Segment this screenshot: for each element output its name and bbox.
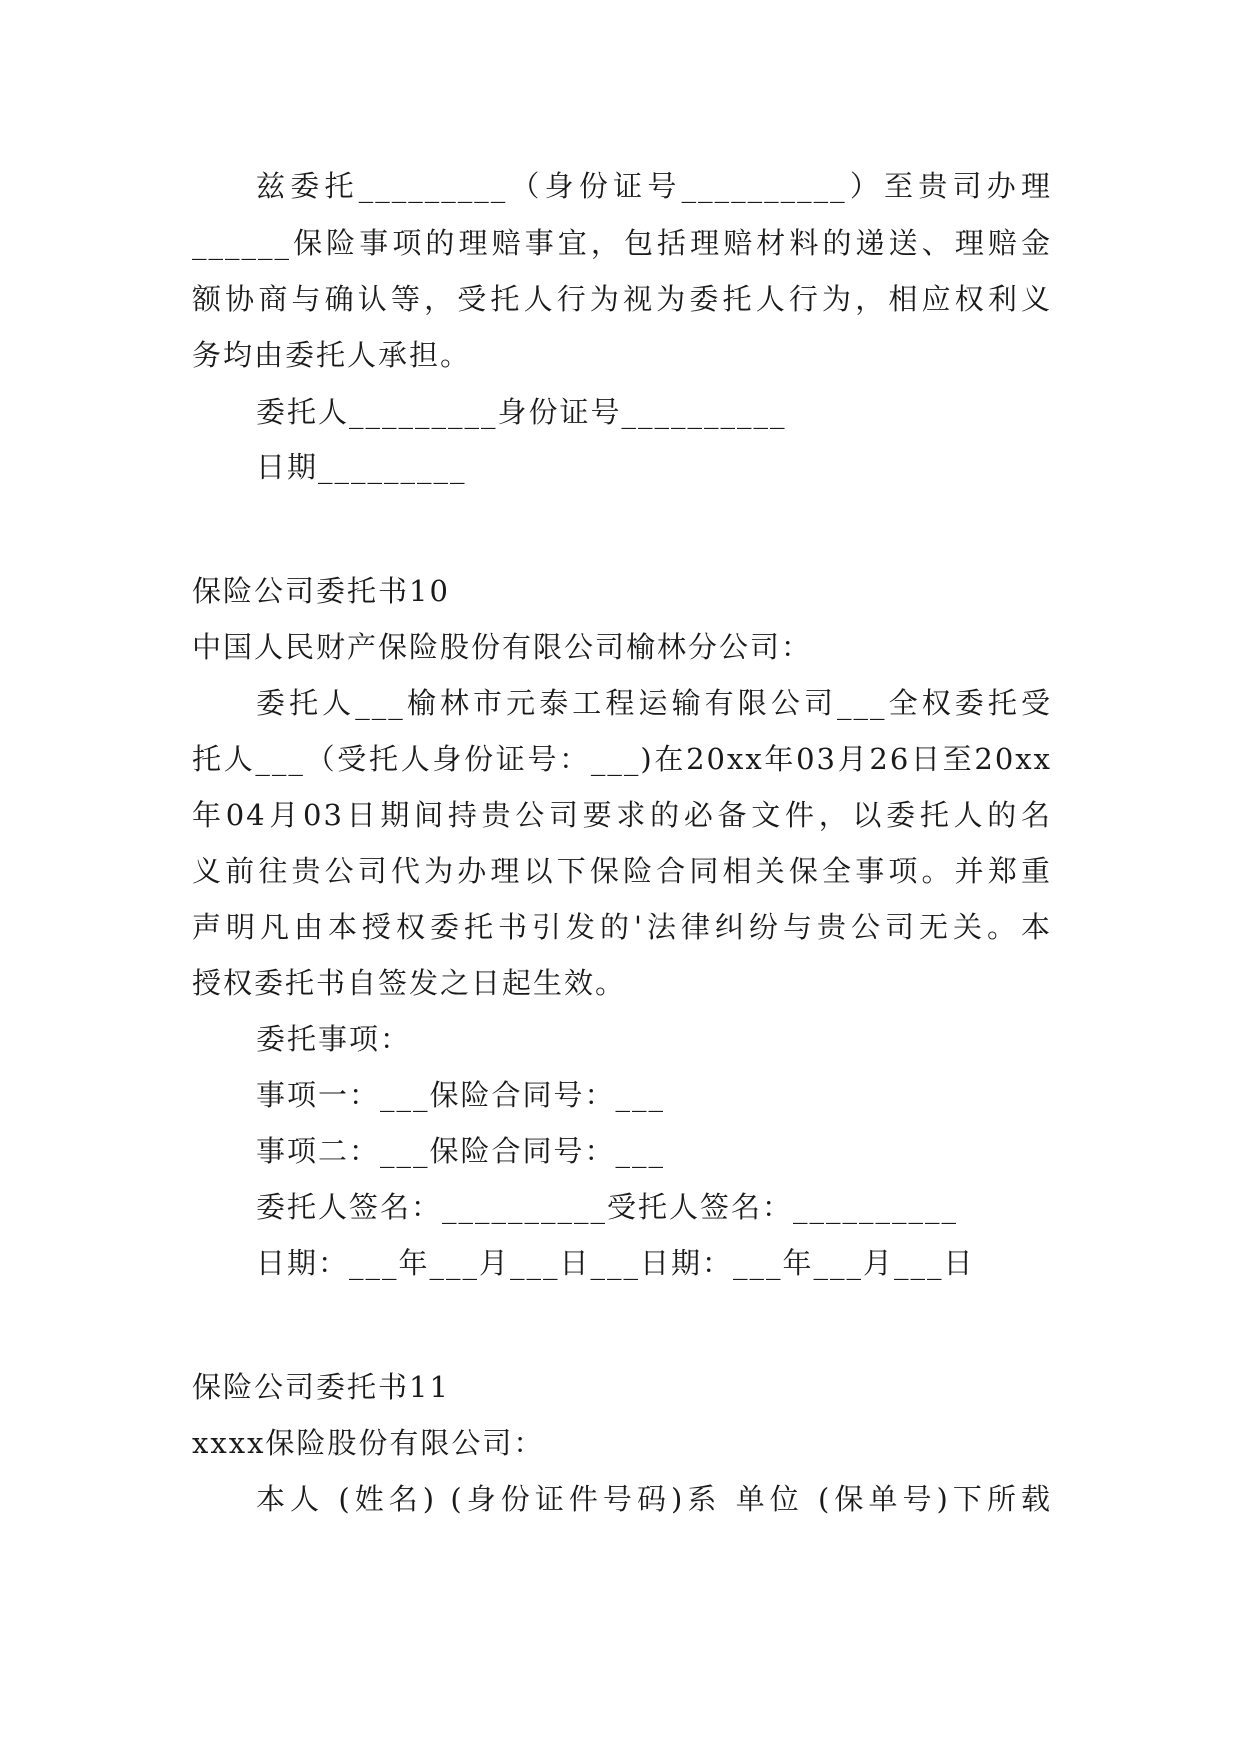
paragraph-line: 额协商与确认等，受托人行为视为委托人行为，相应权利义 (192, 282, 1052, 316)
paragraph-line: 授权委托书自签发之日起生效。 (192, 966, 627, 1000)
signer-line: 委托人_________身份证号__________ (256, 395, 787, 429)
paragraph-line: 托人___（受托人身份证号：___)在20xx年03月26日至20xx (192, 742, 1052, 776)
items-title: 委托事项： (256, 1022, 412, 1056)
item-line: 事项二：___保险合同号：___ (256, 1134, 666, 1168)
signatures-line: 委托人签名：__________受托人签名：__________ (256, 1190, 959, 1224)
paragraph-line: 年04月03日期间持贵公司要求的必备文件，以委托人的名 (192, 798, 1052, 832)
date-line: 日期_________ (256, 450, 467, 484)
section-heading: 保险公司委托书11 (192, 1370, 450, 1404)
paragraph-line: 兹委托_________（身份证号__________）至贵司办理 (256, 169, 1052, 203)
paragraph-line: 委托人___榆林市元泰工程运输有限公司___全权委托受 (256, 686, 1052, 720)
addressee-line: xxxx保险股份有限公司： (192, 1426, 545, 1460)
paragraph-line: 务均由委托人承担。 (192, 338, 472, 372)
dates-line: 日期：___年___月___日___日期：___年___月___日 (256, 1246, 975, 1280)
paragraph-line: 义前往贵公司代为办理以下保险合同相关保全事项。并郑重 (192, 854, 1052, 888)
paragraph-line: 声明凡由本授权委托书引发的'法律纠纷与贵公司无关。本 (192, 910, 1052, 944)
section-heading: 保险公司委托书10 (192, 574, 450, 608)
item-line: 事项一：___保险合同号：___ (256, 1078, 666, 1112)
addressee-line: 中国人民财产保险股份有限公司榆林分公司： (192, 630, 813, 664)
paragraph-line: 本人 (姓名) (身份证件号码)系 单位 (保单号)下所载 (256, 1482, 1052, 1516)
paragraph-line: ______保险事项的理赔事宜，包括理赔材料的递送、理赔金 (192, 226, 1052, 260)
